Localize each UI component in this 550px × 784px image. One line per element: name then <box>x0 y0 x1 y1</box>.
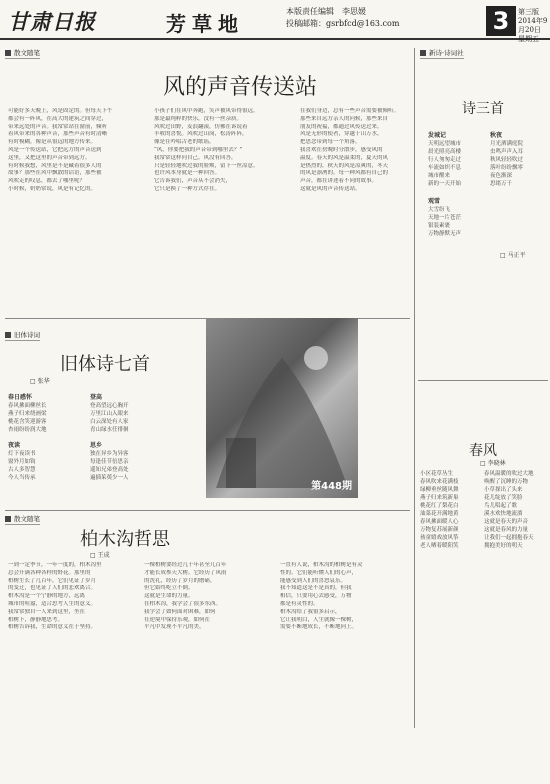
text-line: 柏树下，静静地思考。 <box>8 616 64 623</box>
text-line: 这就是风的声音传送站。 <box>300 185 361 192</box>
section-tag-label: 旧体诗词 <box>14 331 40 339</box>
text-line: 柏木沟给了我很多启示， <box>280 608 341 615</box>
text-line: 小草探出了头来 <box>484 487 523 493</box>
text-line: 一棵柏树要经过几十年甚至几百年 <box>144 562 227 568</box>
text-line: 桃花红了梨花白 <box>420 503 459 509</box>
building-shape <box>226 438 256 488</box>
text-line: 每逢佳节倍思亲 <box>90 459 129 465</box>
wind-column-1 <box>8 108 148 308</box>
poem-title: 夜读 <box>8 442 21 449</box>
wind-column-2 <box>154 108 294 308</box>
text-line: 我喜欢在傍晚时分散步，感受风的 <box>300 146 383 153</box>
text-line: 银装素裹 <box>428 223 451 229</box>
text-line: 风是无形的使者，穿越千山万水， <box>300 131 383 138</box>
text-line: 燕子归来筑新巢 <box>420 495 459 501</box>
text-line: 柏树生长了几百年，它们见证了岁月 <box>8 577 97 584</box>
wind-column-3 <box>300 108 410 308</box>
text-line: 风吹走的叹息，都去了哪里呢？ <box>8 178 86 185</box>
poem-title: 思乡 <box>90 442 103 449</box>
section-divider <box>5 510 410 511</box>
text-line: 是热烈的，秋天的风是凉爽的，冬天 <box>300 162 389 169</box>
text-line: 故事？那些在风中飘散的话语，那些被 <box>8 170 102 177</box>
issue-page: 第三版 <box>518 8 539 16</box>
text-line: 一直有人说，柏木沟的柏树是有灵 <box>280 562 363 568</box>
text-line: 灯下夜读书 <box>8 451 36 457</box>
text-line: 风是一个传送站，它把远方的声音送到 <box>8 146 102 153</box>
text-line: 声音，都在讲述着不同的故事。 <box>300 178 378 185</box>
text-line: 春风温暖的吹过大地 <box>484 471 534 477</box>
text-line: 能感受到人们的喜怒哀乐。 <box>280 577 347 584</box>
text-line: 在柏木沟，我学会了很多东西。 <box>144 600 222 607</box>
poem-lines <box>8 450 78 482</box>
text-line: 温度。春天的风是温柔的，夏天的风 <box>300 154 389 161</box>
text-line: 这就是生命的力量。 <box>144 593 194 600</box>
text-line: 月光洒满庭院 <box>490 141 524 147</box>
editor-info <box>286 6 399 30</box>
byline: □ 王成 <box>90 552 110 559</box>
text-line: 它只是换了一种方式存在。 <box>154 185 221 192</box>
text-line: 夜色渐深 <box>490 173 513 179</box>
poem-title: 观雪 <box>428 198 441 205</box>
section-tag-poems <box>420 48 464 59</box>
headline-bai: 柏木沟哲思 <box>80 529 170 550</box>
text-line: 我学会了如何面对困难，如何 <box>144 608 216 615</box>
text-line: 桃花含笑迎游客 <box>8 419 47 425</box>
photo-caption: 第448期 <box>311 481 352 492</box>
text-line: 才能长成参天大树。它经历了风雨 <box>144 569 227 576</box>
text-line: 相信，只要用心去感受，万物 <box>280 593 352 600</box>
text-line: 这里，又把这里的声音带到远方。 <box>8 154 91 161</box>
text-line: 但它始终屹立不倒。 <box>144 585 194 592</box>
headline-old-poems: 旧体诗七首 <box>60 354 150 375</box>
article-photo <box>206 318 358 498</box>
poem-title: 发城记 <box>428 132 447 139</box>
text-line: 有时模糊，像是从很远的地方传来。 <box>8 139 97 146</box>
text-line: 城市的喧嚣，适合思考人生的意义。 <box>8 600 97 607</box>
text-line: 登高望远心胸开 <box>90 403 129 409</box>
text-line: 新的一天开始 <box>428 181 462 187</box>
text-line: 都是有灵性的。 <box>280 600 319 607</box>
section-tag-label: 新诗·诗词社 <box>429 49 464 57</box>
text-line: 在逆境中保持乐观，如何在 <box>144 616 211 623</box>
text-line: 拥抱美好的明天 <box>484 543 523 549</box>
text-line: 春风拂面暖人心 <box>420 519 459 525</box>
text-line: 它告诉我们，声音从不会消失， <box>154 178 232 185</box>
text-line: 燕子归来绕画梁 <box>8 411 47 417</box>
text-line: 的洗礼，经历了岁月的磨砺， <box>144 577 216 584</box>
square-icon <box>5 50 11 56</box>
text-line: 丰收的喜悦。风吹过山岗，松涛阵阵， <box>154 131 248 138</box>
text-line: 青山绿水任徘徊 <box>90 427 129 433</box>
sun-shape <box>304 346 328 370</box>
text-line: 小时候，奶奶常说，风是有记忆的。 <box>8 185 97 192</box>
text-line: 杏雨纷纷润大地 <box>8 427 47 433</box>
headline-wind: 风的声音传送站 <box>162 75 317 100</box>
spring-column-2 <box>484 470 546 550</box>
paper-name: 甘肃日报 <box>8 9 96 34</box>
section-tag-label: 散文随笔 <box>14 49 40 57</box>
text-line: 只是轻轻地吹过我的脸颊，留下一丝凉意。 <box>154 162 259 169</box>
text-line: 那些来自远方亲人的问候，那些来自 <box>300 115 389 122</box>
bai-column-2 <box>144 562 274 762</box>
text-line: 总会开满各种各样的野花。那里的 <box>8 569 91 576</box>
column-divider <box>414 48 415 728</box>
text-line: 孩童嬉戏放风筝 <box>420 535 459 541</box>
text-line: 鸟儿唱起了歌 <box>484 503 518 509</box>
text-line: 天地一片苍茫 <box>428 215 462 221</box>
poem-lines <box>90 402 160 434</box>
poem-lines <box>8 402 78 434</box>
text-line: 这就是春天的声音 <box>484 519 529 525</box>
text-line: 朋友的祝福，都通过风传送过来。 <box>300 123 383 130</box>
text-line: 虫鸣声声入耳 <box>490 149 524 155</box>
section-tag-label: 散文随笔 <box>14 515 40 523</box>
text-line: 大雪纷飞 <box>428 207 451 213</box>
issue-date: 2014年9月20日 <box>518 17 548 34</box>
poem-lines <box>428 140 488 188</box>
headline-three-poems: 诗三首 <box>462 101 504 117</box>
text-line: 我常常独自一人来到这里，坐在 <box>8 608 86 615</box>
text-line: 天明远望城市 <box>428 141 462 147</box>
text-line: 这就是春风的力量 <box>484 527 529 533</box>
text-line: 的变迁，也见证了人们的悲欢离合。 <box>8 585 97 592</box>
text-line: 我不知道这是不是真的，但我 <box>280 585 352 592</box>
text-line: 唤醒了沉睡的万物 <box>484 479 529 485</box>
poem-lines <box>428 206 538 238</box>
byline: □ 张华 <box>30 378 50 385</box>
text-line: 今人当传承 <box>8 475 36 481</box>
poem-lines <box>490 140 546 188</box>
text-line: 风吹过田野，麦浪翻滚，仿佛在诉说着 <box>154 123 248 130</box>
photo-illustration <box>206 318 358 498</box>
text-line: 像是在吟唱古老的歌谣。 <box>154 139 215 146</box>
text-line: 可能好多天晚上，风是固定的。但每天下午 <box>8 108 113 114</box>
poem-lines <box>90 450 160 482</box>
section-tag-essay <box>5 48 40 59</box>
text-line: 性的。它们能听懂人们的心声， <box>280 569 358 576</box>
editor-line: 本版责任编辑 李思媛 <box>286 7 366 16</box>
text-line: 秋风轻轻吹过 <box>490 157 524 163</box>
masthead <box>0 0 550 43</box>
text-line: 花儿绽放了笑脸 <box>484 495 523 501</box>
section-title: 芳草地 <box>166 12 244 36</box>
poem-title: 春日感怀 <box>8 394 33 401</box>
text-line: 城市醒来 <box>428 173 451 179</box>
section-tag-essay2 <box>5 514 40 525</box>
spring-column-1 <box>420 470 482 550</box>
text-line: 老人晒着暖阳笑 <box>420 543 459 549</box>
text-line: 遍插茱萸少一人 <box>90 475 129 481</box>
text-line: 万里江山入眼来 <box>90 411 129 417</box>
text-line: 独在异乡为异客 <box>90 451 129 457</box>
headline-spring: 春风 <box>469 443 497 459</box>
page-number: 3 <box>486 6 516 36</box>
text-line: 遥知兄弟登高处 <box>90 467 129 473</box>
poem-title: 秋夜 <box>490 132 503 139</box>
text-line: 行人匆匆走过 <box>428 157 462 163</box>
text-line: 那是最纯粹的快乐，没有一丝杂质。 <box>154 115 243 122</box>
text-line: 车流如织不息 <box>428 165 462 171</box>
square-icon <box>420 50 426 56</box>
text-line: 春风拂面柳丝长 <box>8 403 47 409</box>
section-tag-old-poems <box>5 330 40 341</box>
text-line: 带来远处的声音。我常常站在窗前，倾听 <box>8 123 108 130</box>
text-line: 小孩子们在风中奔跑，笑声被风带得很远。 <box>154 108 259 114</box>
text-line: 着风带来的各种声音，那些声音有时清晰 <box>8 131 108 138</box>
bai-column-1 <box>8 562 138 762</box>
text-line: 落叶纷纷飘零 <box>490 165 524 171</box>
bai-column-3 <box>280 562 410 762</box>
section-divider <box>418 380 548 381</box>
text-line: 我常常这样问自己。风没有回答， <box>154 154 237 161</box>
text-line: 让我们一起拥抱春天 <box>484 535 534 541</box>
text-line: 需要不断地成长，不断地向上。 <box>280 624 358 631</box>
text-line: 思绪万千 <box>490 181 513 187</box>
text-line: 它让我明白，人生就像一棵树， <box>280 616 358 623</box>
text-line: 在我们身边，总有一些声音需要被倾听。 <box>300 108 400 114</box>
text-line: 柏木沟是一个宁静的地方，远离 <box>8 593 86 600</box>
issue-weekday: 星期五 <box>518 35 539 43</box>
text-line: 窗外月如钩 <box>8 459 36 465</box>
text-line: 溪水欢快地流淌 <box>484 511 523 517</box>
text-line: 晨光照亮高楼 <box>428 149 462 155</box>
text-line: 一到一定季节，一年一度的，柏木沟里 <box>8 562 102 568</box>
text-line: 也许风本身就是一种回答。 <box>154 170 221 177</box>
text-line: 的风是凛冽的。每一种风都有自己的 <box>300 170 389 177</box>
poem-title: 登高 <box>90 394 103 401</box>
text-line: 白云深处有人家 <box>90 419 129 425</box>
issue-info <box>518 8 550 44</box>
email-line: 投稿邮箱：gsrbfcd@163.com <box>286 19 400 28</box>
text-line: 春风吹来花满枝 <box>420 479 459 485</box>
text-line: 万物静默无声 <box>428 231 462 237</box>
text-line: 把思念带到每一个角落。 <box>300 139 361 146</box>
text-line: 有时候我想，风里是不是藏着很多人的 <box>8 162 102 169</box>
square-icon <box>5 516 11 522</box>
square-icon <box>5 332 11 338</box>
text-line: “风，你要把我的声音带到哪里去？” <box>154 146 243 153</box>
text-line: 万物复苏展新颜 <box>420 527 459 533</box>
byline: □ 马正平 <box>500 252 526 259</box>
text-line: 柏树告诉我，生命的意义在于坚持。 <box>8 624 97 631</box>
text-line: 古人多智慧 <box>8 467 36 473</box>
byline: □ 李晓林 <box>480 460 506 467</box>
text-line: 平凡中发现不平凡的美。 <box>144 624 205 631</box>
text-line: 油菜花开满地黄 <box>420 511 459 517</box>
text-line: 小区花草丛生 <box>420 471 454 477</box>
text-line: 绿柳垂丝随风舞 <box>420 487 459 493</box>
text-line: 都会有一阵风，在高大的建筑之间穿过， <box>8 115 108 122</box>
